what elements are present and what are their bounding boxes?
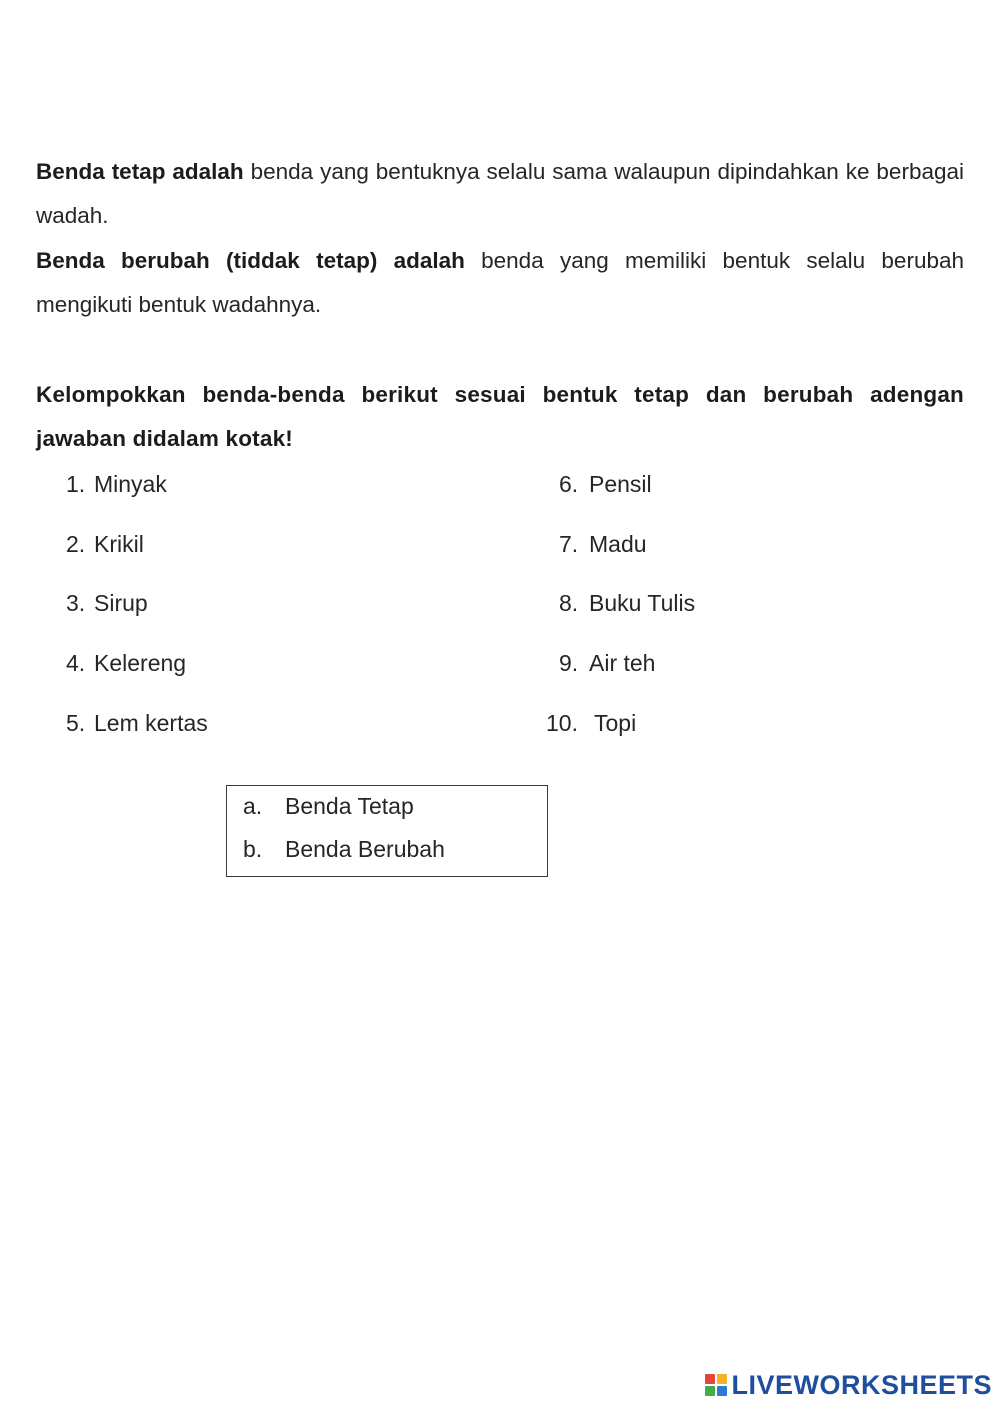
list-item-10 — [546, 708, 636, 738]
list-item-number: 3. — [66, 590, 86, 616]
answer-option-letter: b. — [243, 836, 263, 862]
definition-changing — [36, 239, 964, 327]
list-item-label: Buku Tulis — [589, 590, 696, 616]
list-item-label: Kelereng — [94, 650, 187, 676]
list-item-8 — [559, 588, 695, 618]
list-item-3 — [66, 588, 148, 618]
answer-option-label: Benda Tetap — [285, 793, 414, 819]
logo-mark-icon — [705, 1374, 727, 1396]
list-item-number: 8. — [559, 590, 579, 616]
list-item-4 — [66, 648, 186, 678]
list-item-label: Topi — [594, 710, 637, 736]
list-item-label: Madu — [589, 531, 647, 557]
list-item-number: 2. — [66, 531, 86, 557]
list-item-label: Air teh — [589, 650, 656, 676]
list-item-number: 4. — [66, 650, 86, 676]
list-item-5 — [66, 708, 208, 738]
list-item-2 — [66, 529, 144, 559]
list-item-number: 10. — [546, 710, 578, 736]
list-item-number: 7. — [559, 531, 579, 557]
list-item-label: Pensil — [589, 471, 652, 497]
definition-fixed-term: Benda tetap adalah — [36, 159, 244, 184]
definition-changing-term: Benda berubah (tiddak tetap) adalah — [36, 248, 465, 273]
list-item-9 — [559, 648, 655, 678]
list-item-number: 1. — [66, 471, 86, 497]
instruction-text: Kelompokkan benda-benda berikut sesuai bentuk tetap dan berubah adengan jawaban didalam kotak! — [36, 382, 964, 451]
list-item-7 — [559, 529, 647, 559]
answer-option-a — [243, 791, 414, 821]
list-item-label: Lem kertas — [94, 710, 208, 736]
list-item-number: 5. — [66, 710, 86, 736]
answer-option-label: Benda Berubah — [285, 836, 445, 862]
answer-options-box — [226, 785, 548, 877]
logo-text: LIVEWORKSHEETS — [731, 1370, 992, 1400]
list-item-number: 9. — [559, 650, 579, 676]
list-item-1 — [66, 469, 167, 499]
answer-option-letter: a. — [243, 793, 263, 819]
list-item-number: 6. — [559, 471, 579, 497]
list-item-6 — [559, 469, 652, 499]
answer-option-b — [243, 834, 445, 864]
definition-fixed-text: benda yang bentuknya selalu sama walaupun dipindahkan ke berbagai wadah. — [36, 159, 964, 228]
list-item-label: Minyak — [94, 471, 167, 497]
definition-changing-text: benda yang memiliki bentuk selalu berubah mengikuti bentuk wadahnya. — [36, 248, 964, 317]
liveworksheets-logo — [705, 1370, 992, 1400]
list-item-label: Sirup — [94, 590, 148, 616]
definition-fixed — [36, 150, 964, 238]
list-item-label: Krikil — [94, 531, 144, 557]
